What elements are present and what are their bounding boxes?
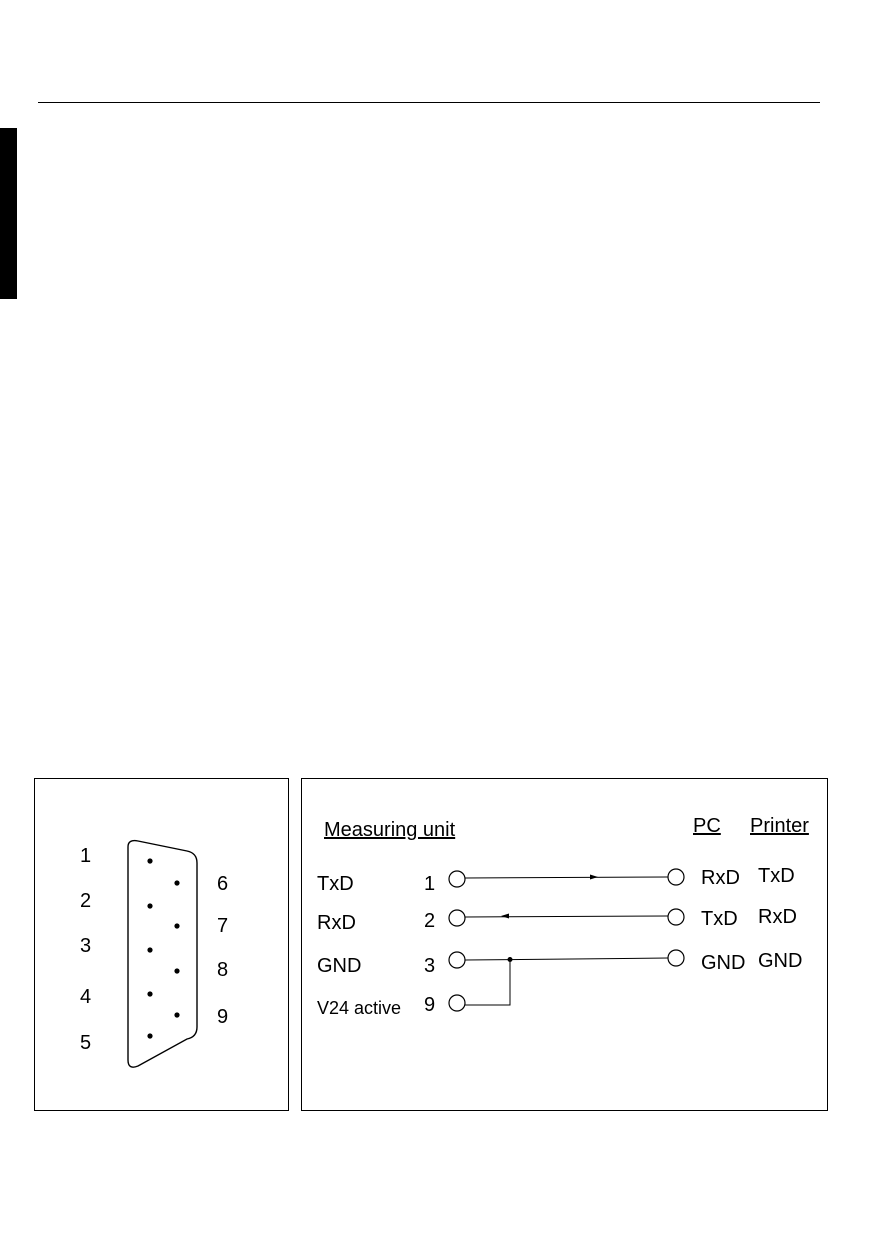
printer-signal-rxd: RxD [758, 906, 797, 928]
pin-number-3: 3 [424, 955, 436, 977]
pin-hole-3 [147, 947, 152, 952]
pin-hole-6 [174, 880, 179, 885]
pin-label-8: 8 [217, 959, 229, 981]
pin-hole-9 [174, 1012, 179, 1017]
pin-hole-8 [174, 968, 179, 973]
pc-signal-rxd: RxD [701, 867, 740, 889]
header-rule [38, 102, 820, 103]
terminal-right-3 [668, 950, 684, 966]
pin-hole-7 [174, 923, 179, 928]
pin-hole-5 [147, 1033, 152, 1038]
pin-label-6: 6 [217, 873, 229, 895]
arrow-right [590, 875, 598, 880]
dsub-connector-shape [35, 779, 290, 1112]
signal-label-txd: TxD [317, 873, 354, 895]
pc-signal-txd: TxD [701, 908, 738, 930]
pin-hole-1 [147, 858, 152, 863]
pin-label-7: 7 [217, 915, 229, 937]
pin-label-2: 2 [80, 890, 92, 912]
pc-header: PC [693, 815, 721, 837]
signal-label-gnd: GND [317, 955, 362, 977]
section-tab-marker [0, 128, 17, 299]
pin-number-9: 9 [424, 994, 436, 1016]
signal-label-v24-active: V24 active [317, 998, 402, 1018]
printer-signal-gnd: GND [758, 950, 803, 972]
pin-label-3: 3 [80, 935, 92, 957]
signal-label-rxd: RxD [317, 912, 356, 934]
pin-label-5: 5 [80, 1032, 92, 1054]
printer-header: Printer [750, 815, 809, 837]
connector-pinout-panel [34, 778, 289, 1111]
pin-label-4: 4 [80, 986, 92, 1008]
pc-signal-gnd: GND [701, 952, 746, 974]
terminal-left-2 [449, 910, 465, 926]
pin-label-9: 9 [217, 1006, 229, 1028]
pin-number-2: 2 [424, 910, 436, 932]
terminal-left-1 [449, 871, 465, 887]
pin-hole-4 [147, 991, 152, 996]
arrow-left [501, 914, 509, 919]
terminal-left-9 [449, 995, 465, 1011]
wiring-diagram-panel [301, 778, 828, 1111]
measuring-unit-header: Measuring unit [324, 819, 456, 841]
terminal-left-3 [449, 952, 465, 968]
printer-signal-txd: TxD [758, 865, 795, 887]
pin-number-1: 1 [424, 873, 436, 895]
pin-hole-2 [147, 903, 152, 908]
pin-label-1: 1 [80, 845, 92, 867]
terminal-right-1 [668, 869, 684, 885]
wiring-lines [302, 779, 829, 1112]
terminal-right-2 [668, 909, 684, 925]
